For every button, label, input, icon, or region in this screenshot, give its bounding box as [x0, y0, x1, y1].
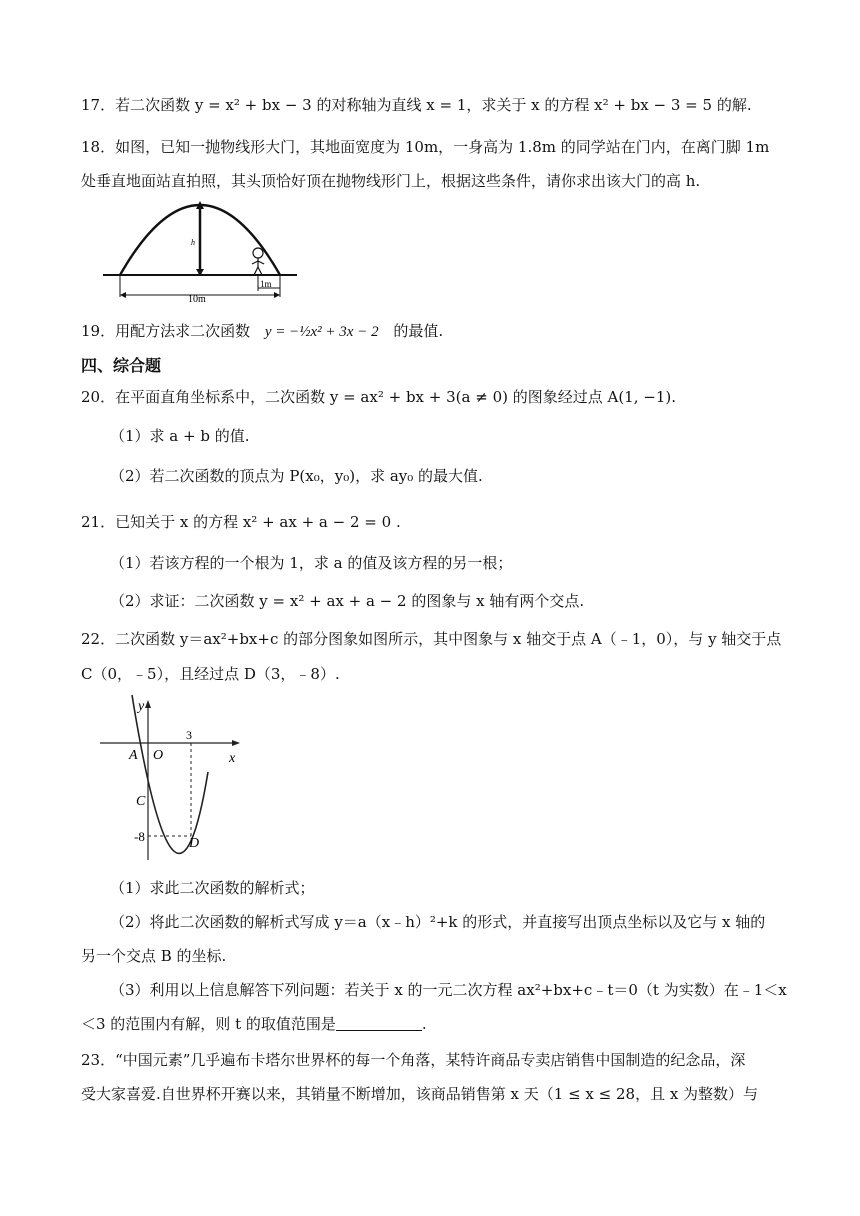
q19-text	[81, 321, 790, 342]
q18-gate-figure	[100, 197, 300, 307]
q22-sub2-line2: 另一个交点 B 的坐标.	[81, 947, 227, 965]
q19-suffix: 的最值.	[393, 322, 444, 340]
q17-text: 17．若二次函数 y = x² + bx − 3 的对称轴为直线 x = 1，求关于 x 的方程 x² + bx − 3 = 5 的解.	[81, 96, 752, 114]
person-icon	[252, 248, 264, 275]
point-a-label: A	[129, 748, 138, 763]
q18-1m-label: 1m	[260, 279, 272, 289]
x-axis-label: x	[229, 751, 236, 766]
q22-sub3-line1: （3）利用以上信息解答下列问题：若关于 x 的一元二次方程 ax²+bx+c﹣t＝0（t 为实数）在﹣1＜x	[110, 981, 787, 999]
q18-10m-label: 10m	[188, 294, 206, 305]
q22-text-line2: C（0，﹣5），且经过点 D（3，﹣8）.	[81, 665, 340, 683]
q22-sub3-suffix: .	[421, 1015, 427, 1033]
tick-3-label: 3	[186, 728, 192, 742]
q21-text: 21．已知关于 x 的方程 x² + ax + a − 2 = 0 .	[81, 513, 401, 531]
q18-text-line1: 18．如图，已知一抛物线形大门，其地面宽度为 10m，一身高为 1.8m 的同学站在门内，在离门脚 1m	[81, 138, 770, 156]
y-axis-label: y	[138, 699, 145, 714]
q22-sub3-prefix: ＜3 的范围内有解，则 t 的取值范围是	[81, 1015, 336, 1033]
q20-sub1: （1）求 a + b 的值.	[110, 427, 250, 445]
answer-blank	[336, 1014, 422, 1031]
q21-sub2: （2）求证：二次函数 y = x² + ax + a − 2 的图象与 x 轴有两个交点.	[110, 592, 585, 610]
q19-prefix: 19．用配方法求二次函数	[81, 322, 251, 340]
q18-h-label: h	[191, 238, 195, 247]
q20-text: 20．在平面直角坐标系中，二次函数 y = ax² + bx + 3(a ≠ 0) 的图象经过点 A(1, −1).	[81, 388, 676, 406]
q19-formula: y = −½x² + 3x − 2	[264, 324, 379, 340]
q21-sub1: （1）若该方程的一个根为 1，求 a 的值及该方程的另一根；	[110, 554, 513, 572]
origin-label: O	[153, 748, 164, 763]
q20-sub2: （2）若二次函数的顶点为 P(x₀，y₀)，求 ay₀ 的最大值.	[110, 467, 483, 485]
q23-text-line1: 23．“中国元素”几乎遍布卡塔尔世界杯的每一个角落，某特许商品专卖店销售中国制造的纪念品，深	[81, 1051, 746, 1069]
point-c-label: C	[136, 794, 146, 809]
point-d-label: D	[189, 836, 200, 851]
q22-sub1: （1）求此二次函数的解析式；	[110, 879, 315, 897]
q22-parabola-graph	[98, 692, 248, 864]
q23-text-line2: 受大家喜爱.自世界杯开赛以来，其销量不断增加，该商品销售第 x 天（1 ≤ x ≤ 28，且 x 为整数）与	[81, 1085, 759, 1103]
q22-sub2-line1: （2）将此二次函数的解析式写成 y＝a（x﹣h）²+k 的形式，并直接写出顶点坐标以及它与 x 轴的	[110, 913, 766, 931]
section-title: 四、综合题	[81, 356, 162, 375]
q18-text-line2: 处垂直地面站直拍照，其头顶恰好顶在抛物线形门上，根据这些条件，请你求出该大门的高 h.	[81, 172, 701, 190]
q22-sub3-line2	[81, 1014, 790, 1034]
tick-minus8-label: -8	[134, 829, 145, 844]
q22-text-line1: 22．二次函数 y＝ax²+bx+c 的部分图象如图所示，其中图象与 x 轴交于点 A（﹣1，0），与 y 轴交于点	[81, 630, 782, 648]
